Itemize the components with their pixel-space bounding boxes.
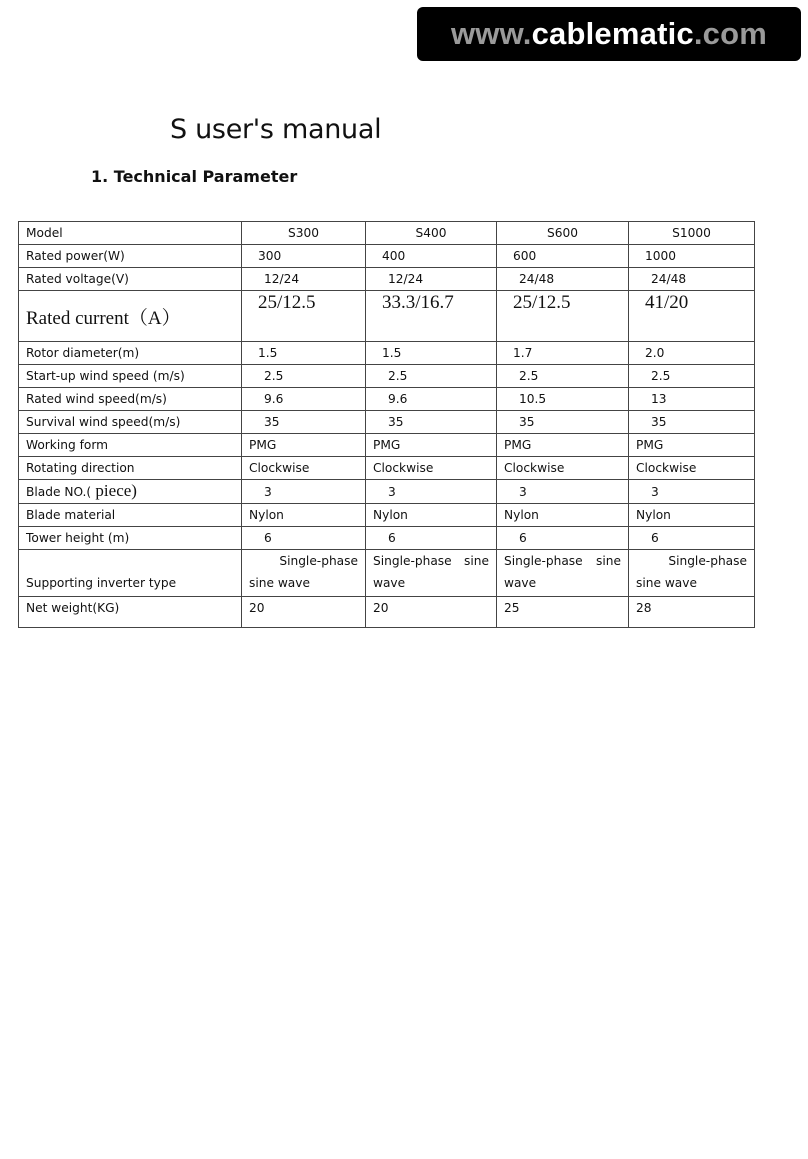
- cell: PMG: [366, 434, 497, 457]
- table-row: [19, 504, 755, 527]
- table-row: [19, 388, 755, 411]
- table-row: [19, 434, 755, 457]
- logo-brand: cablematic: [531, 16, 694, 51]
- cell: 2.5: [366, 365, 497, 388]
- cell: 28: [629, 597, 755, 628]
- cell: 9.6: [366, 388, 497, 411]
- cell: 25/12.5: [497, 291, 629, 342]
- cablematic-logo: [417, 7, 801, 61]
- cell: 35: [629, 411, 755, 434]
- cell-line: wave: [373, 576, 406, 590]
- row-label-suffix: piece): [91, 481, 137, 500]
- row-label: Rotating direction: [19, 457, 242, 480]
- cell: 3: [366, 480, 497, 504]
- cell: 3: [242, 480, 366, 504]
- cell: [497, 550, 629, 597]
- cell: 35: [242, 411, 366, 434]
- cell: 24/48: [497, 268, 629, 291]
- cell: 2.0: [629, 342, 755, 365]
- cell: Nylon: [242, 504, 366, 527]
- cell: 1.5: [366, 342, 497, 365]
- cell: 12/24: [366, 268, 497, 291]
- cell: 35: [366, 411, 497, 434]
- row-label: Working form: [19, 434, 242, 457]
- logo-prefix: www.: [450, 16, 532, 51]
- cell: 9.6: [242, 388, 366, 411]
- cell: Clockwise: [242, 457, 366, 480]
- cell: [629, 550, 755, 597]
- row-label: Survival wind speed(m/s): [19, 411, 242, 434]
- cell: 1000: [629, 245, 755, 268]
- row-label: Rated wind speed(m/s): [19, 388, 242, 411]
- cell: 2.5: [497, 365, 629, 388]
- header-label: Model: [19, 222, 242, 245]
- cell: Clockwise: [629, 457, 755, 480]
- cell: 2.5: [629, 365, 755, 388]
- cell: 12/24: [242, 268, 366, 291]
- document-title: S user's manual: [170, 114, 382, 145]
- row-label: [19, 480, 242, 504]
- row-label: Rated current（A）: [19, 291, 242, 342]
- cell: 24/48: [629, 268, 755, 291]
- cell: 2.5: [242, 365, 366, 388]
- model-s400: S400: [366, 222, 497, 245]
- cell: 20: [242, 597, 366, 628]
- row-label: Supporting inverter type: [19, 550, 242, 597]
- table-row: [19, 597, 755, 628]
- cell: 33.3/16.7: [366, 291, 497, 342]
- row-label: Net weight(KG): [19, 597, 242, 628]
- cell: Nylon: [497, 504, 629, 527]
- table-row: [19, 527, 755, 550]
- cell: 400: [366, 245, 497, 268]
- cell-line: Single-phase sine: [373, 554, 489, 568]
- table-row: [19, 550, 755, 597]
- cell: 300: [242, 245, 366, 268]
- table-row: [19, 291, 755, 342]
- cell: 25/12.5: [242, 291, 366, 342]
- cell-line: sine wave: [636, 576, 697, 590]
- cell: PMG: [242, 434, 366, 457]
- table-row: [19, 365, 755, 388]
- cell: Nylon: [366, 504, 497, 527]
- row-label: Rated power(W): [19, 245, 242, 268]
- cell: Clockwise: [366, 457, 497, 480]
- cell: [366, 550, 497, 597]
- cell: PMG: [629, 434, 755, 457]
- cell: 41/20: [629, 291, 755, 342]
- section-heading: 1. Technical Parameter: [91, 167, 298, 186]
- table-row: [19, 268, 755, 291]
- cell-line: Single-phase: [279, 554, 358, 568]
- row-label: Rated voltage(V): [19, 268, 242, 291]
- cell: 10.5: [497, 388, 629, 411]
- row-label-prefix: Blade NO.(: [26, 485, 92, 499]
- technical-parameter-table: [18, 221, 755, 628]
- cell: [242, 550, 366, 597]
- cell-line: Single-phase: [668, 554, 747, 568]
- model-s300: S300: [242, 222, 366, 245]
- cell-line: wave: [504, 576, 537, 590]
- cell: 6: [242, 527, 366, 550]
- row-label: Tower height (m): [19, 527, 242, 550]
- model-s1000: S1000: [629, 222, 755, 245]
- cell: 25: [497, 597, 629, 628]
- table-header-row: [19, 222, 755, 245]
- cell: 3: [497, 480, 629, 504]
- cell: 6: [366, 527, 497, 550]
- row-label: Start-up wind speed (m/s): [19, 365, 242, 388]
- table-row: [19, 342, 755, 365]
- cell: 13: [629, 388, 755, 411]
- cell: 3: [629, 480, 755, 504]
- cell: 35: [497, 411, 629, 434]
- cell: 20: [366, 597, 497, 628]
- table-row: [19, 480, 755, 504]
- model-s600: S600: [497, 222, 629, 245]
- table-row: [19, 457, 755, 480]
- cell: 1.7: [497, 342, 629, 365]
- cell: 600: [497, 245, 629, 268]
- logo-suffix: .com: [693, 16, 768, 51]
- cell: Nylon: [629, 504, 755, 527]
- row-label: Blade material: [19, 504, 242, 527]
- cell: 1.5: [242, 342, 366, 365]
- row-label: Rotor diameter(m): [19, 342, 242, 365]
- cell: 6: [629, 527, 755, 550]
- cell-line: sine wave: [249, 576, 310, 590]
- cell-line: Single-phase sine: [504, 554, 621, 568]
- table-row: [19, 411, 755, 434]
- cell: 6: [497, 527, 629, 550]
- table-row: [19, 245, 755, 268]
- cell: Clockwise: [497, 457, 629, 480]
- cell: PMG: [497, 434, 629, 457]
